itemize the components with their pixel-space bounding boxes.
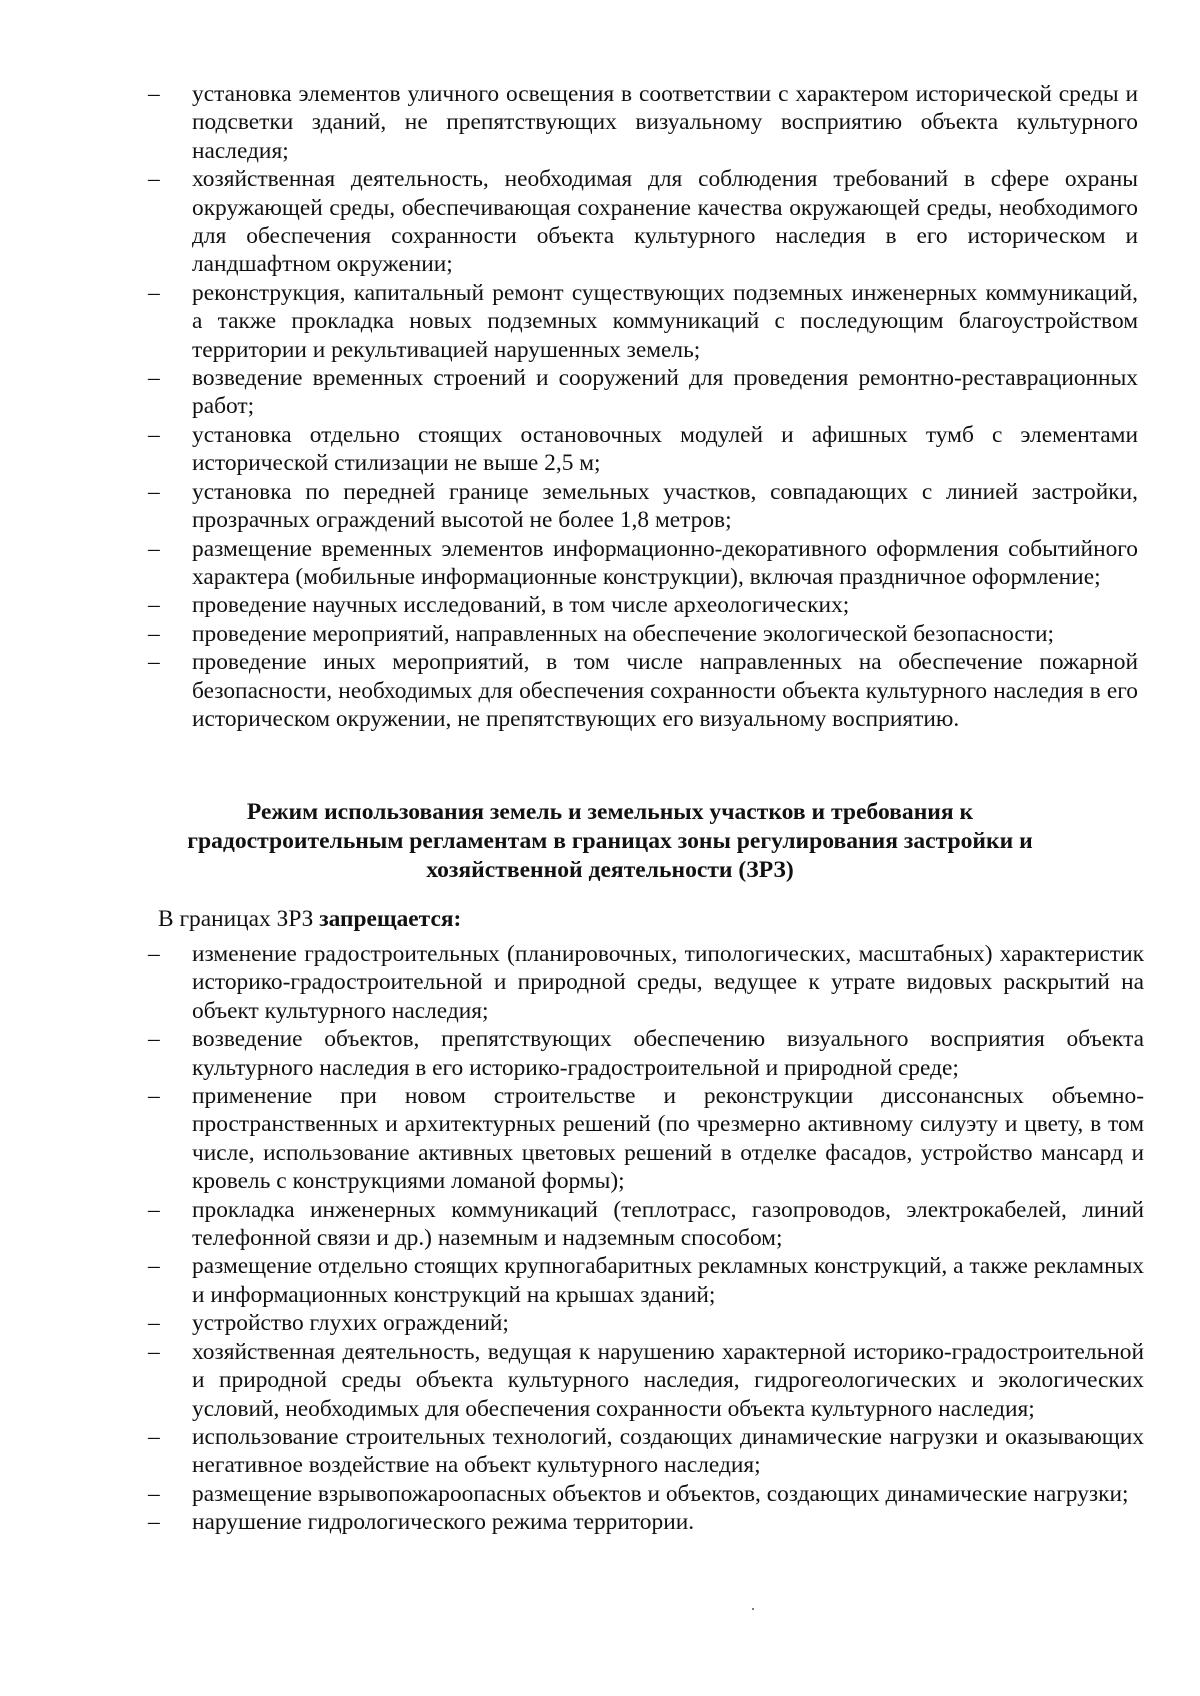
- list-item: [148, 80, 1138, 165]
- dash-bullet: –: [148, 1310, 160, 1337]
- list-item-text: хозяйственная деятельность, ведущая к нарушению характерной историко-градостроительной и природной среды объекта культурного наследия, гидрогеологических и экологических условий, необходимых для обеспечения сохранности объекта культурного наследия;: [192, 1338, 1144, 1422]
- list-item-text: возведение временных строений и сооружений для проведения ремонтно-реставрационных работ;: [192, 365, 1138, 420]
- list-item-text: установка элементов уличного освещения в соответствии с характером исторической среды и подсветки зданий, не препятствующих визуальному восприятию объекта культурного наследия;: [192, 81, 1138, 164]
- dash-bullet: –: [148, 1338, 160, 1365]
- dash-bullet: –: [148, 365, 160, 392]
- dash-bullet: –: [148, 166, 160, 193]
- list-item-text: размещение отдельно стоящих крупногабаритных рекламных конструкций, а также рекламных и информационных конструкций на крышах зданий;: [192, 1253, 1144, 1308]
- list-item: [148, 648, 1138, 733]
- list-item-text: установка отдельно стоящих остановочных модулей и афишных тумб с элементами исторической стилизации не выше 2,5 м;: [192, 421, 1138, 477]
- dash-bullet: –: [148, 620, 160, 647]
- list-item: [148, 1480, 1144, 1508]
- list-item-text: возведение объектов, препятствующих обеспечению визуального восприятия объекта культурного наследия в его историко-градостроительной и природной среде;: [192, 1026, 1144, 1081]
- dash-bullet: –: [148, 1480, 160, 1507]
- intro-strong: запрещается:: [319, 906, 462, 932]
- section-heading: Режим использования земель и земельных участков и требования к градостроительным регламентам в границах зоны регулирования застройки и хозяйственной деятельности (ЗРЗ): [187, 799, 1033, 883]
- list-item-text: проведение мероприятий, направленных на обеспечение экологической безопасности;: [192, 620, 1055, 647]
- list-item: [148, 1309, 1144, 1337]
- list-item: [148, 1338, 1144, 1423]
- dash-bullet: –: [148, 1196, 160, 1223]
- list-item-text: размещение временных элементов информационно-декоративного оформления событийного характера (мобильные информационные конструкции), включая праздничное оформление;: [192, 535, 1138, 590]
- list-item-text: прокладка инженерных коммуникаций (теплотрасс, газопроводов, электрокабелей, линий телефонной связи и др.) наземным и надземным способом;: [192, 1196, 1144, 1252]
- permitted-activities-list: [148, 80, 1138, 733]
- dash-bullet: –: [148, 1423, 160, 1450]
- list-item-text: применение при новом строительстве и реконструкции диссонансных объемно-пространственных и архитектурных решений (по чрезмерно активному силуэту и цвету, в том числе, использование активных цветовых решений в отделке фасадов, устройство мансард и кровель с конструкциями ломаной формы);: [192, 1083, 1144, 1195]
- list-item: [148, 591, 1138, 619]
- dash-bullet: –: [148, 1509, 160, 1536]
- list-item: [148, 1082, 1144, 1196]
- section-intro: [158, 905, 461, 933]
- dash-bullet: –: [148, 1083, 160, 1110]
- list-item: [148, 620, 1138, 648]
- dash-bullet: –: [148, 478, 160, 505]
- dash-bullet: –: [148, 592, 160, 619]
- list-item: [148, 1025, 1144, 1082]
- list-item: [148, 1423, 1144, 1480]
- dash-bullet: –: [148, 941, 160, 967]
- dash-bullet: –: [148, 421, 160, 448]
- list-item-text: нарушение гидрологического режима территории.: [192, 1509, 695, 1536]
- list-item-text: установка по передней границе земельных участков, совпадающих с линией застройки, прозрачных ограждений высотой не более 1,8 метров;: [192, 478, 1138, 534]
- dash-bullet: –: [148, 535, 160, 562]
- dash-bullet: –: [148, 1026, 160, 1053]
- scan-speck: [752, 1608, 754, 1610]
- list-item-text: размещение взрывопожароопасных объектов и объектов, создающих динамические нагрузки;: [192, 1480, 1129, 1507]
- prohibited-activities-list: [148, 940, 1144, 1537]
- list-item: [148, 1196, 1144, 1253]
- list-item: [148, 165, 1138, 279]
- list-item-text: проведение научных исследований, в том числе археологических;: [192, 592, 850, 619]
- list-item-text: изменение градостроительных (планировочных, типологических, масштабных) характеристик историко-градостроительной и природной среды, ведущее к утрате видовых раскрытий на объект культурного наследия;: [192, 941, 1144, 1024]
- list-item: [148, 940, 1144, 1025]
- intro-prefix: В границах ЗРЗ: [158, 906, 320, 932]
- dash-bullet: –: [148, 279, 160, 306]
- list-item: [148, 364, 1138, 421]
- list-item: [148, 478, 1138, 535]
- list-item-text: использование строительных технологий, создающих динамические нагрузки и оказывающих негативное воздействие на объект культурного наследия;: [192, 1423, 1144, 1479]
- list-item: [148, 1508, 1144, 1536]
- list-item: [148, 535, 1138, 592]
- list-item: [148, 1252, 1144, 1309]
- list-item-text: устройство глухих ограждений;: [192, 1310, 509, 1337]
- list-item-text: проведение иных мероприятий, в том числе направленных на обеспечение пожарной безопасности, необходимых для обеспечения сохранности объекта культурного наследия в его историческом окружении, не препятствующих его визуальному восприятию.: [192, 649, 1138, 732]
- list-item-text: реконструкция, капитальный ремонт существующих подземных инженерных коммуникаций, а также прокладка новых подземных коммуникаций с последующим благоустройством территории и рекультивацией нарушенных земель;: [192, 279, 1138, 363]
- dash-bullet: –: [148, 1253, 160, 1280]
- list-item: [148, 279, 1138, 364]
- dash-bullet: –: [148, 81, 160, 107]
- dash-bullet: –: [148, 649, 160, 676]
- list-item: [148, 421, 1138, 478]
- list-item-text: хозяйственная деятельность, необходимая для соблюдения требований в сфере охраны окружающей среды, обеспечивающая сохранение качества окружающей среды, необходимого для обеспечения сохранности объекта культурного наследия в его историческом и ландшафтном окружении;: [192, 166, 1138, 278]
